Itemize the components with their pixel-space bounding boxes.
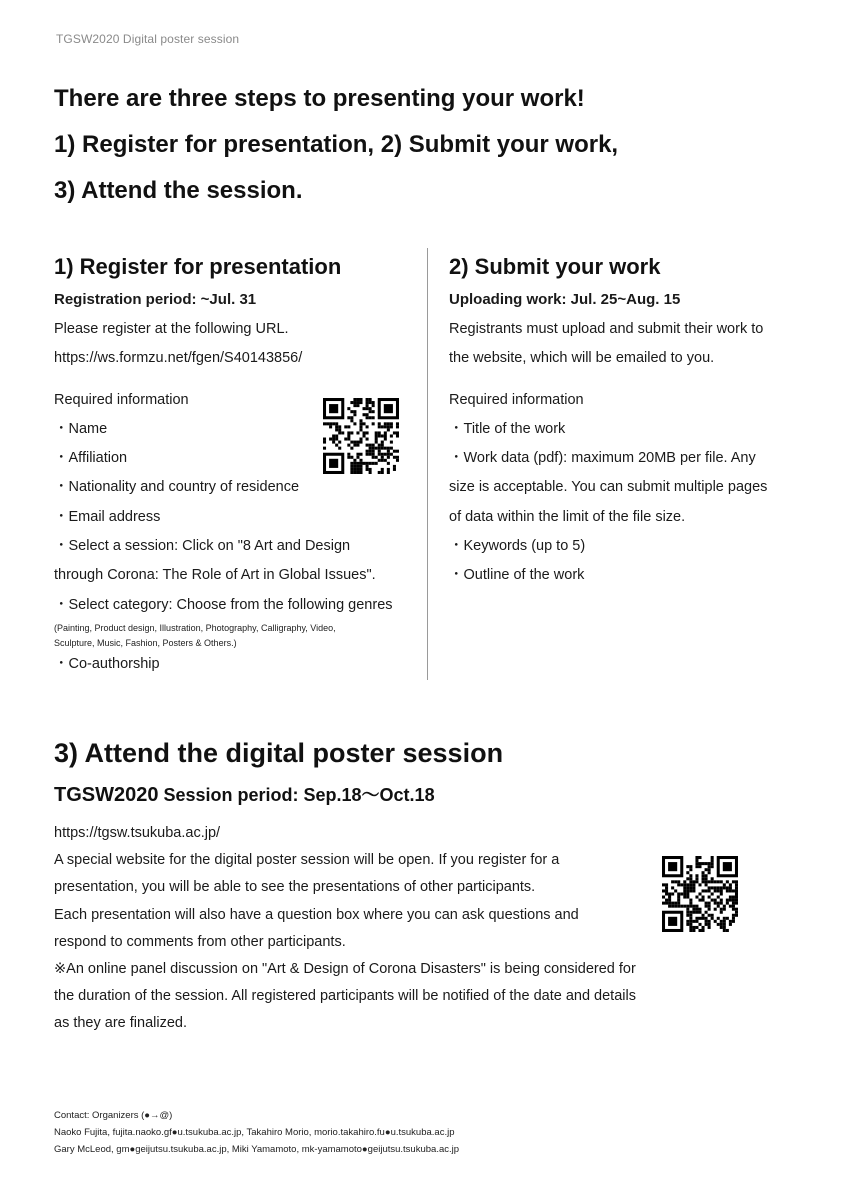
session-period-text: Session period: Sep.18～Oct.18	[158, 785, 435, 805]
attend-line-3: Each presentation will also have a question box where you can ask questions and	[54, 906, 579, 923]
submit-desc-2: the website, which will be emailed to you.	[449, 350, 715, 367]
attend-line-4: respond to comments from other participants.	[54, 933, 346, 950]
intro-line-2: 1) Register for presentation, 2) Submit your work,	[54, 131, 619, 158]
register-item-coauthorship: ・Co-authorship	[54, 655, 160, 672]
submit-item-workdata-cont-2: of data within the limit of the file size.	[449, 508, 686, 525]
attend-line-7: as they are finalized.	[54, 1015, 187, 1032]
register-title: 1) Register for presentation	[54, 254, 342, 279]
attend-line-6: the duration of the session. All registered participants will be notified of the date and details	[54, 988, 636, 1005]
attend-url-link[interactable]: https://tgsw.tsukuba.ac.jp/	[54, 825, 221, 841]
submit-item-workdata: ・Work data (pdf): maximum 20MB per file. Any	[449, 450, 756, 467]
attend-line-5: ※An online panel discussion on "Art & Design of Corona Disasters" is being considered for	[54, 960, 636, 977]
submit-item-title: ・Title of the work	[449, 420, 566, 437]
session-period-prefix: TGSW2020	[54, 784, 159, 806]
submit-desc-1: Registrants must upload and submit their work to	[449, 321, 764, 337]
intro-line-3: 3) Attend the session.	[54, 177, 303, 204]
register-item-nationality: ・Nationality and country of residence	[54, 479, 300, 496]
contact-line-1: Contact: Organizers (●→@)	[54, 1110, 173, 1121]
register-item-session: ・Select a session: Click on "8 Art and Design	[54, 538, 351, 555]
upload-period: Uploading work: Jul. 25~Aug. 15	[449, 291, 681, 308]
submit-item-keywords: ・Keywords (up to 5)	[449, 538, 586, 555]
header-label: TGSW2020 Digital poster session	[56, 32, 240, 46]
contact-line-2: Naoko Fujita, fujita.naoko.gf●u.tsukuba.ac.jp, Takahiro Morio, morio.takahiro.fu●u.tsukuba.ac.jp	[54, 1127, 455, 1138]
register-item-affiliation: ・Affiliation	[54, 450, 128, 467]
register-required-heading: Required information	[54, 391, 189, 408]
attend-title: 3) Attend the digital poster session	[54, 738, 504, 768]
submit-item-outline: ・Outline of the work	[449, 567, 585, 584]
qr-code-icon	[323, 398, 399, 474]
submit-required-heading: Required information	[449, 391, 584, 408]
register-item-name: ・Name	[54, 420, 108, 437]
intro-heading	[54, 83, 814, 221]
intro-line-1: There are three steps to presenting your work!	[54, 85, 585, 112]
register-item-session-cont: through Corona: The Role of Art in Global Issues".	[54, 567, 376, 584]
register-url-link[interactable]: https://ws.formzu.net/fgen/S40143856/	[54, 350, 303, 367]
contact-info	[54, 1107, 459, 1158]
submit-title: 2) Submit your work	[449, 254, 661, 279]
submit-section	[449, 250, 819, 592]
attend-line-2: presentation, you will be able to see the presentations of other participants.	[54, 879, 536, 896]
session-period	[54, 776, 814, 816]
submit-item-workdata-cont-1: size is acceptable. You can submit multiple pages	[449, 479, 768, 496]
genres-note-1: (Painting, Product design, Illustration, Photography, Calligraphy, Video,	[54, 622, 336, 633]
registration-period: Registration period: ~Jul. 31	[54, 291, 257, 308]
register-instruction: Please register at the following URL.	[54, 321, 289, 337]
attend-line-1: A special website for the digital poster session will be open. If you register for a	[54, 852, 560, 869]
genres-note-2: Sculpture, Music, Fashion, Posters & Others.)	[54, 637, 237, 648]
register-item-email: ・Email address	[54, 508, 161, 525]
contact-line-3: Gary McLeod, gm●geijutsu.tsukuba.ac.jp, Miki Yamamoto, mk-yamamoto●geijutsu.tsukuba.ac.jp	[54, 1144, 460, 1155]
register-item-category: ・Select category: Choose from the following genres	[54, 596, 393, 613]
column-divider	[427, 248, 428, 680]
qr-code-icon	[662, 856, 738, 932]
